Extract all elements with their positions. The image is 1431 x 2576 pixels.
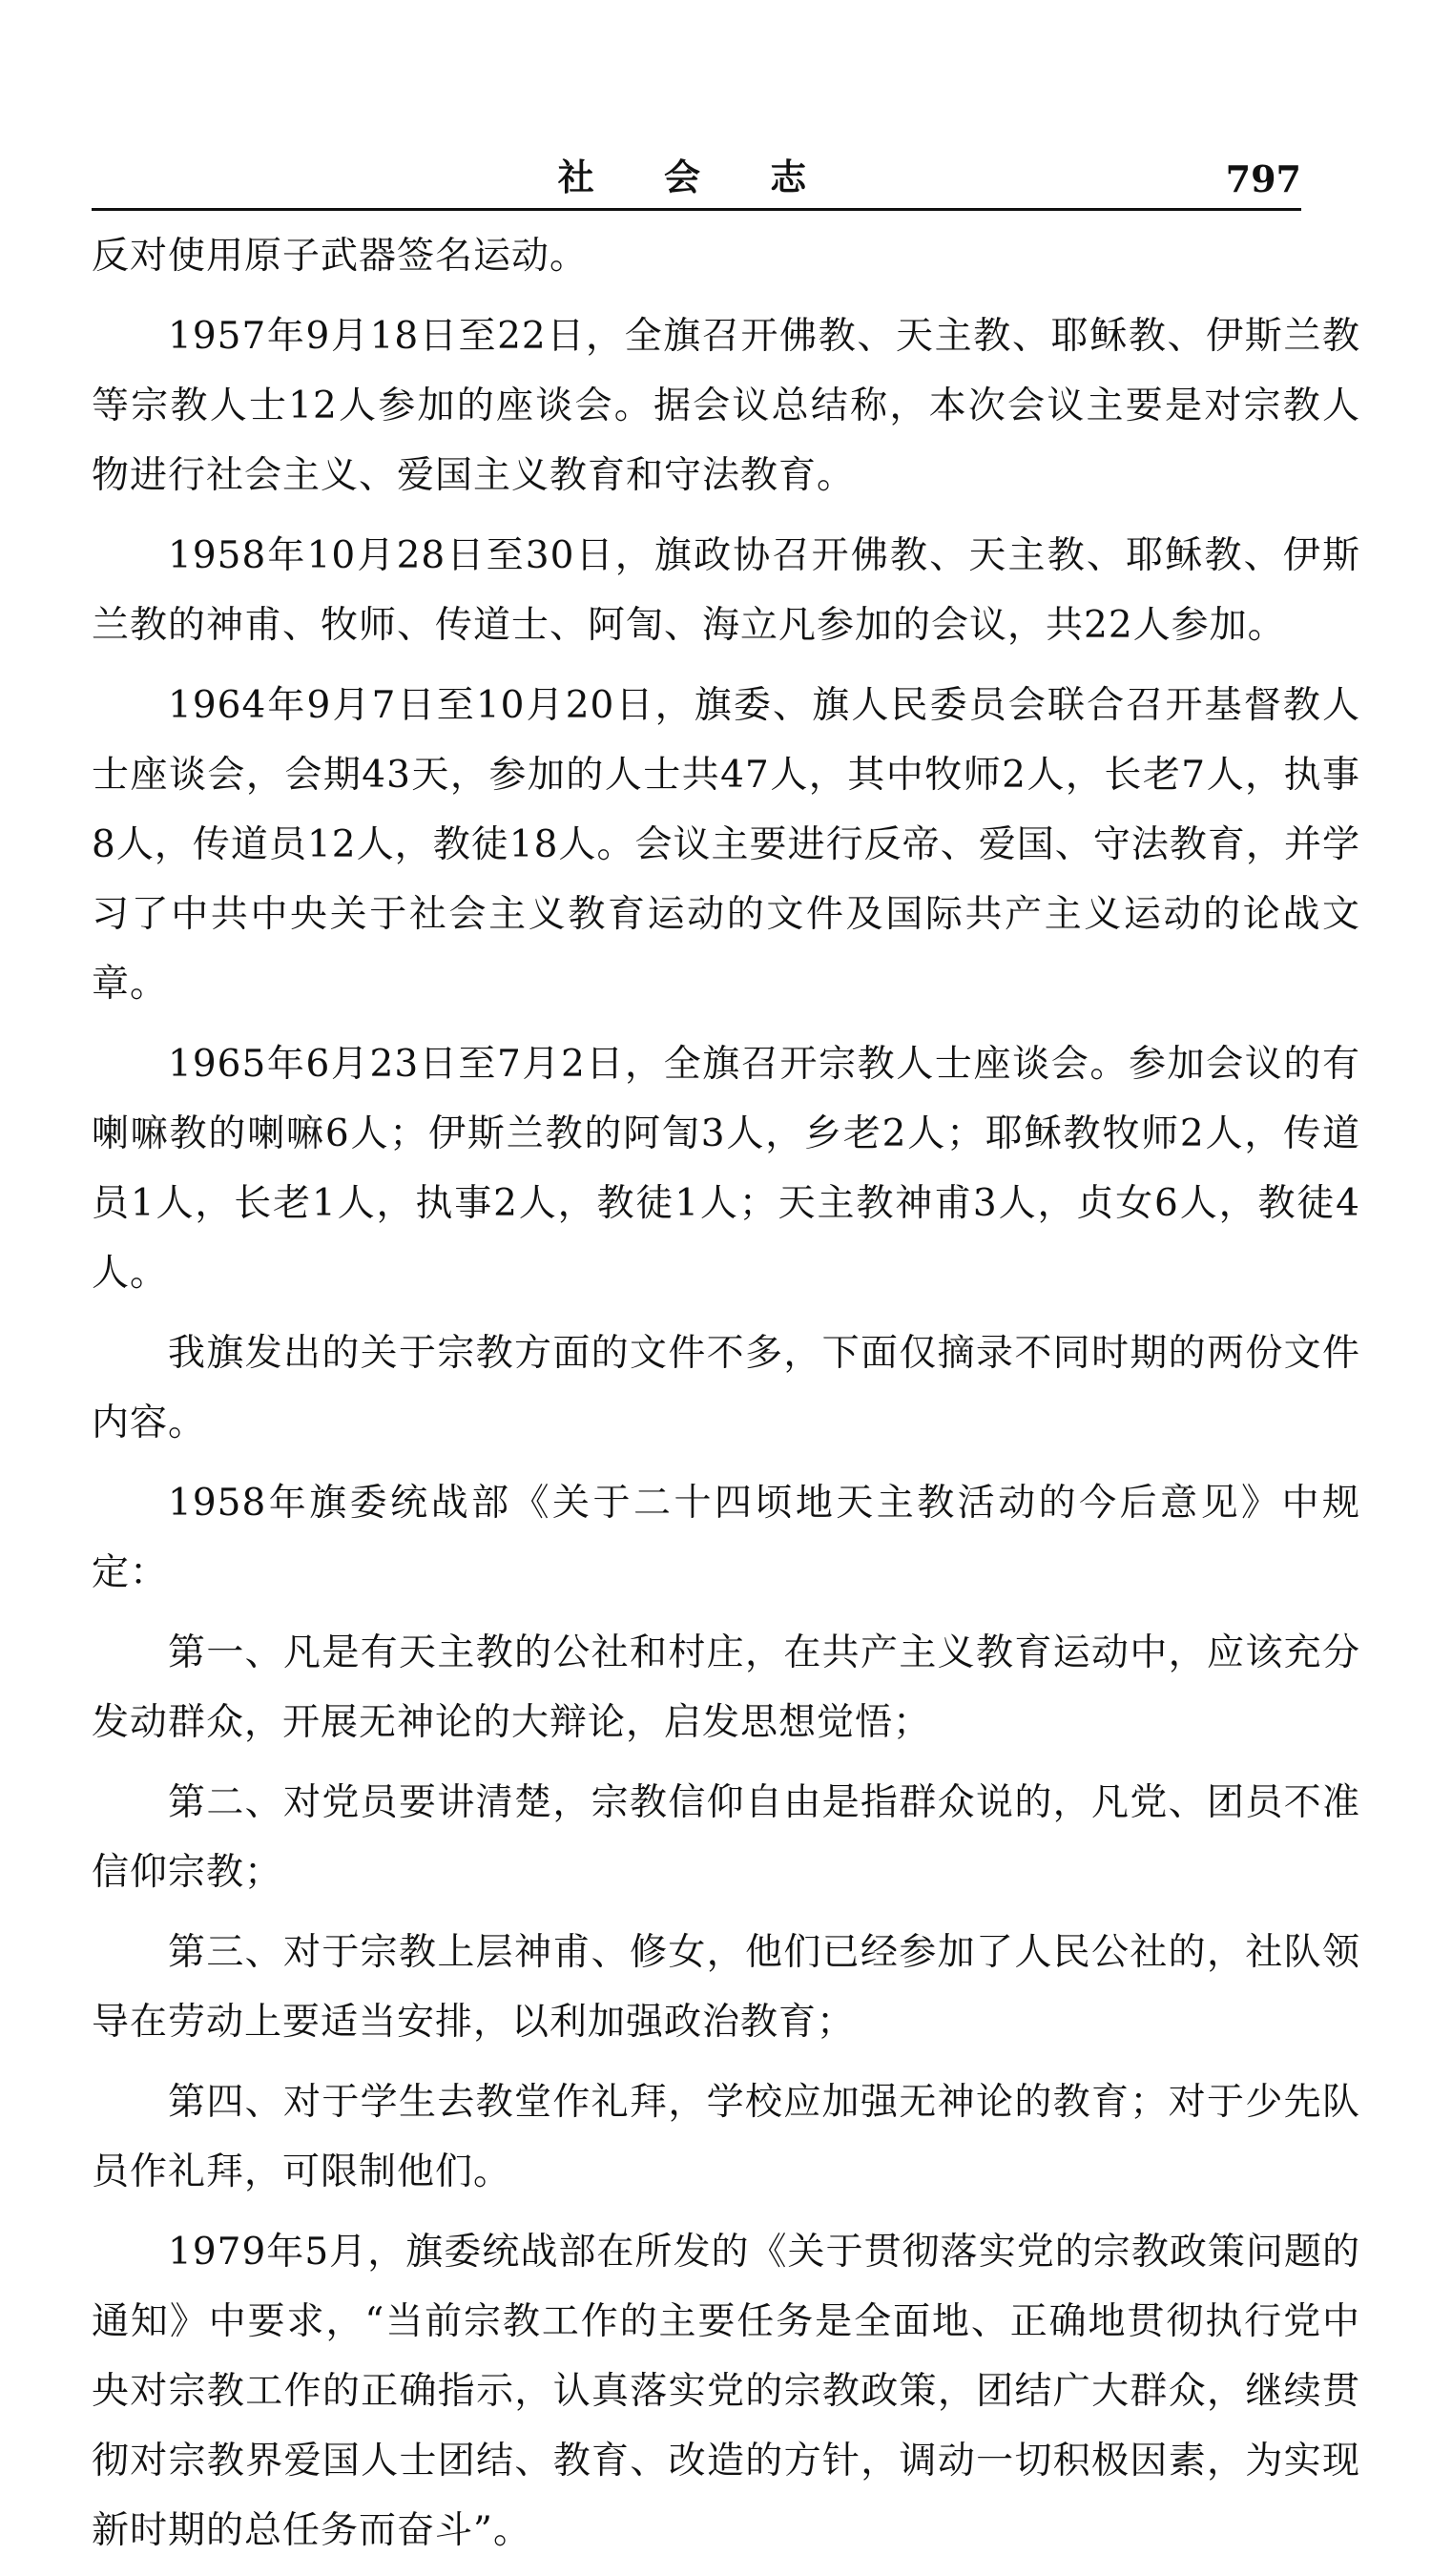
paragraph-4: 1964年9月7日至10月20日，旗委、旗人民委员会联合召开基督教人士座谈会，会期43天，参加的人士共47人，其中牧师2人，长老7人，执事8人，传道员12人，教徒18人。会议主要进行反帝、爱国、守法教育，并学习了中共中央关于社会主义教育运动的文件及国际共产主义运动的论战文章。 (92, 684, 1360, 1006)
paragraph-2: 1957年9月18日至22日，全旗召开佛教、天主教、耶稣教、伊斯兰教等宗教人士12人参加的座谈会。据会议总结称，本次会议主要是对宗教人物进行社会主义、爱国主义教育和守法教育。 (92, 315, 1360, 497)
paragraph-11: 第四、对于学生去教堂作礼拜，学校应加强无神论的教育；对于少先队员作礼拜，可限制他们。 (92, 2081, 1360, 2193)
paragraph-12: 1979年5月，旗委统战部在所发的《关于贯彻落实党的宗教政策问题的通知》中要求，“当前宗教工作的主要任务是全面地、正确地贯彻执行党中央对宗教工作的正确指示，认真落实党的宗教政策，团结广大群众，继续贯彻对宗教界爱国人士团结、教育、改造的方针，调动一切积极因素，为实现新时期的总任务而奋斗”。 (92, 2231, 1360, 2552)
paragraph-7: 1958年旗委统战部《关于二十四顷地天主教活动的今后意见》中规定： (92, 1482, 1360, 1594)
body-text (92, 221, 1360, 2576)
paragraph-9: 第二、对党员要讲清楚，宗教信仰自由是指群众说的，凡党、团员不准信仰宗教； (92, 1781, 1360, 1894)
header-rule (92, 208, 1301, 211)
paragraph-5: 1965年6月23日至7月2日，全旗召开宗教人士座谈会。参加会议的有喇嘛教的喇嘛6人；伊斯兰教的阿訇3人，乡老2人；耶稣教牧师2人，传道员1人，长老1人，执事2人，教徒1人；天主教神甫3人，贞女6人，教徒4人。 (92, 1043, 1360, 1295)
paragraph-6: 我旗发出的关于宗教方面的文件不多，下面仅摘录不同时期的两份文件内容。 (92, 1332, 1360, 1444)
paragraph-1: 反对使用原子武器签名运动。 (92, 235, 589, 278)
paragraph-3: 1958年10月28日至30日，旗政协召开佛教、天主教、耶稣教、伊斯兰教的神甫、牧师、传道士、阿訇、海立凡参加的会议，共22人参加。 (92, 534, 1360, 647)
page-number: 797 (1225, 157, 1301, 200)
header-title: 社 会 志 (557, 156, 836, 198)
paragraph-10: 第三、对于宗教上层神甫、修女，他们已经参加了人民公社的，社队领导在劳动上要适当安排，以利加强政治教育； (92, 1931, 1360, 2044)
paragraph-8: 第一、凡是有天主教的公社和村庄，在共产主义教育运动中，应该充分发动群众，开展无神论的大辩论，启发思想觉悟； (92, 1631, 1360, 1744)
running-header (92, 153, 1301, 202)
